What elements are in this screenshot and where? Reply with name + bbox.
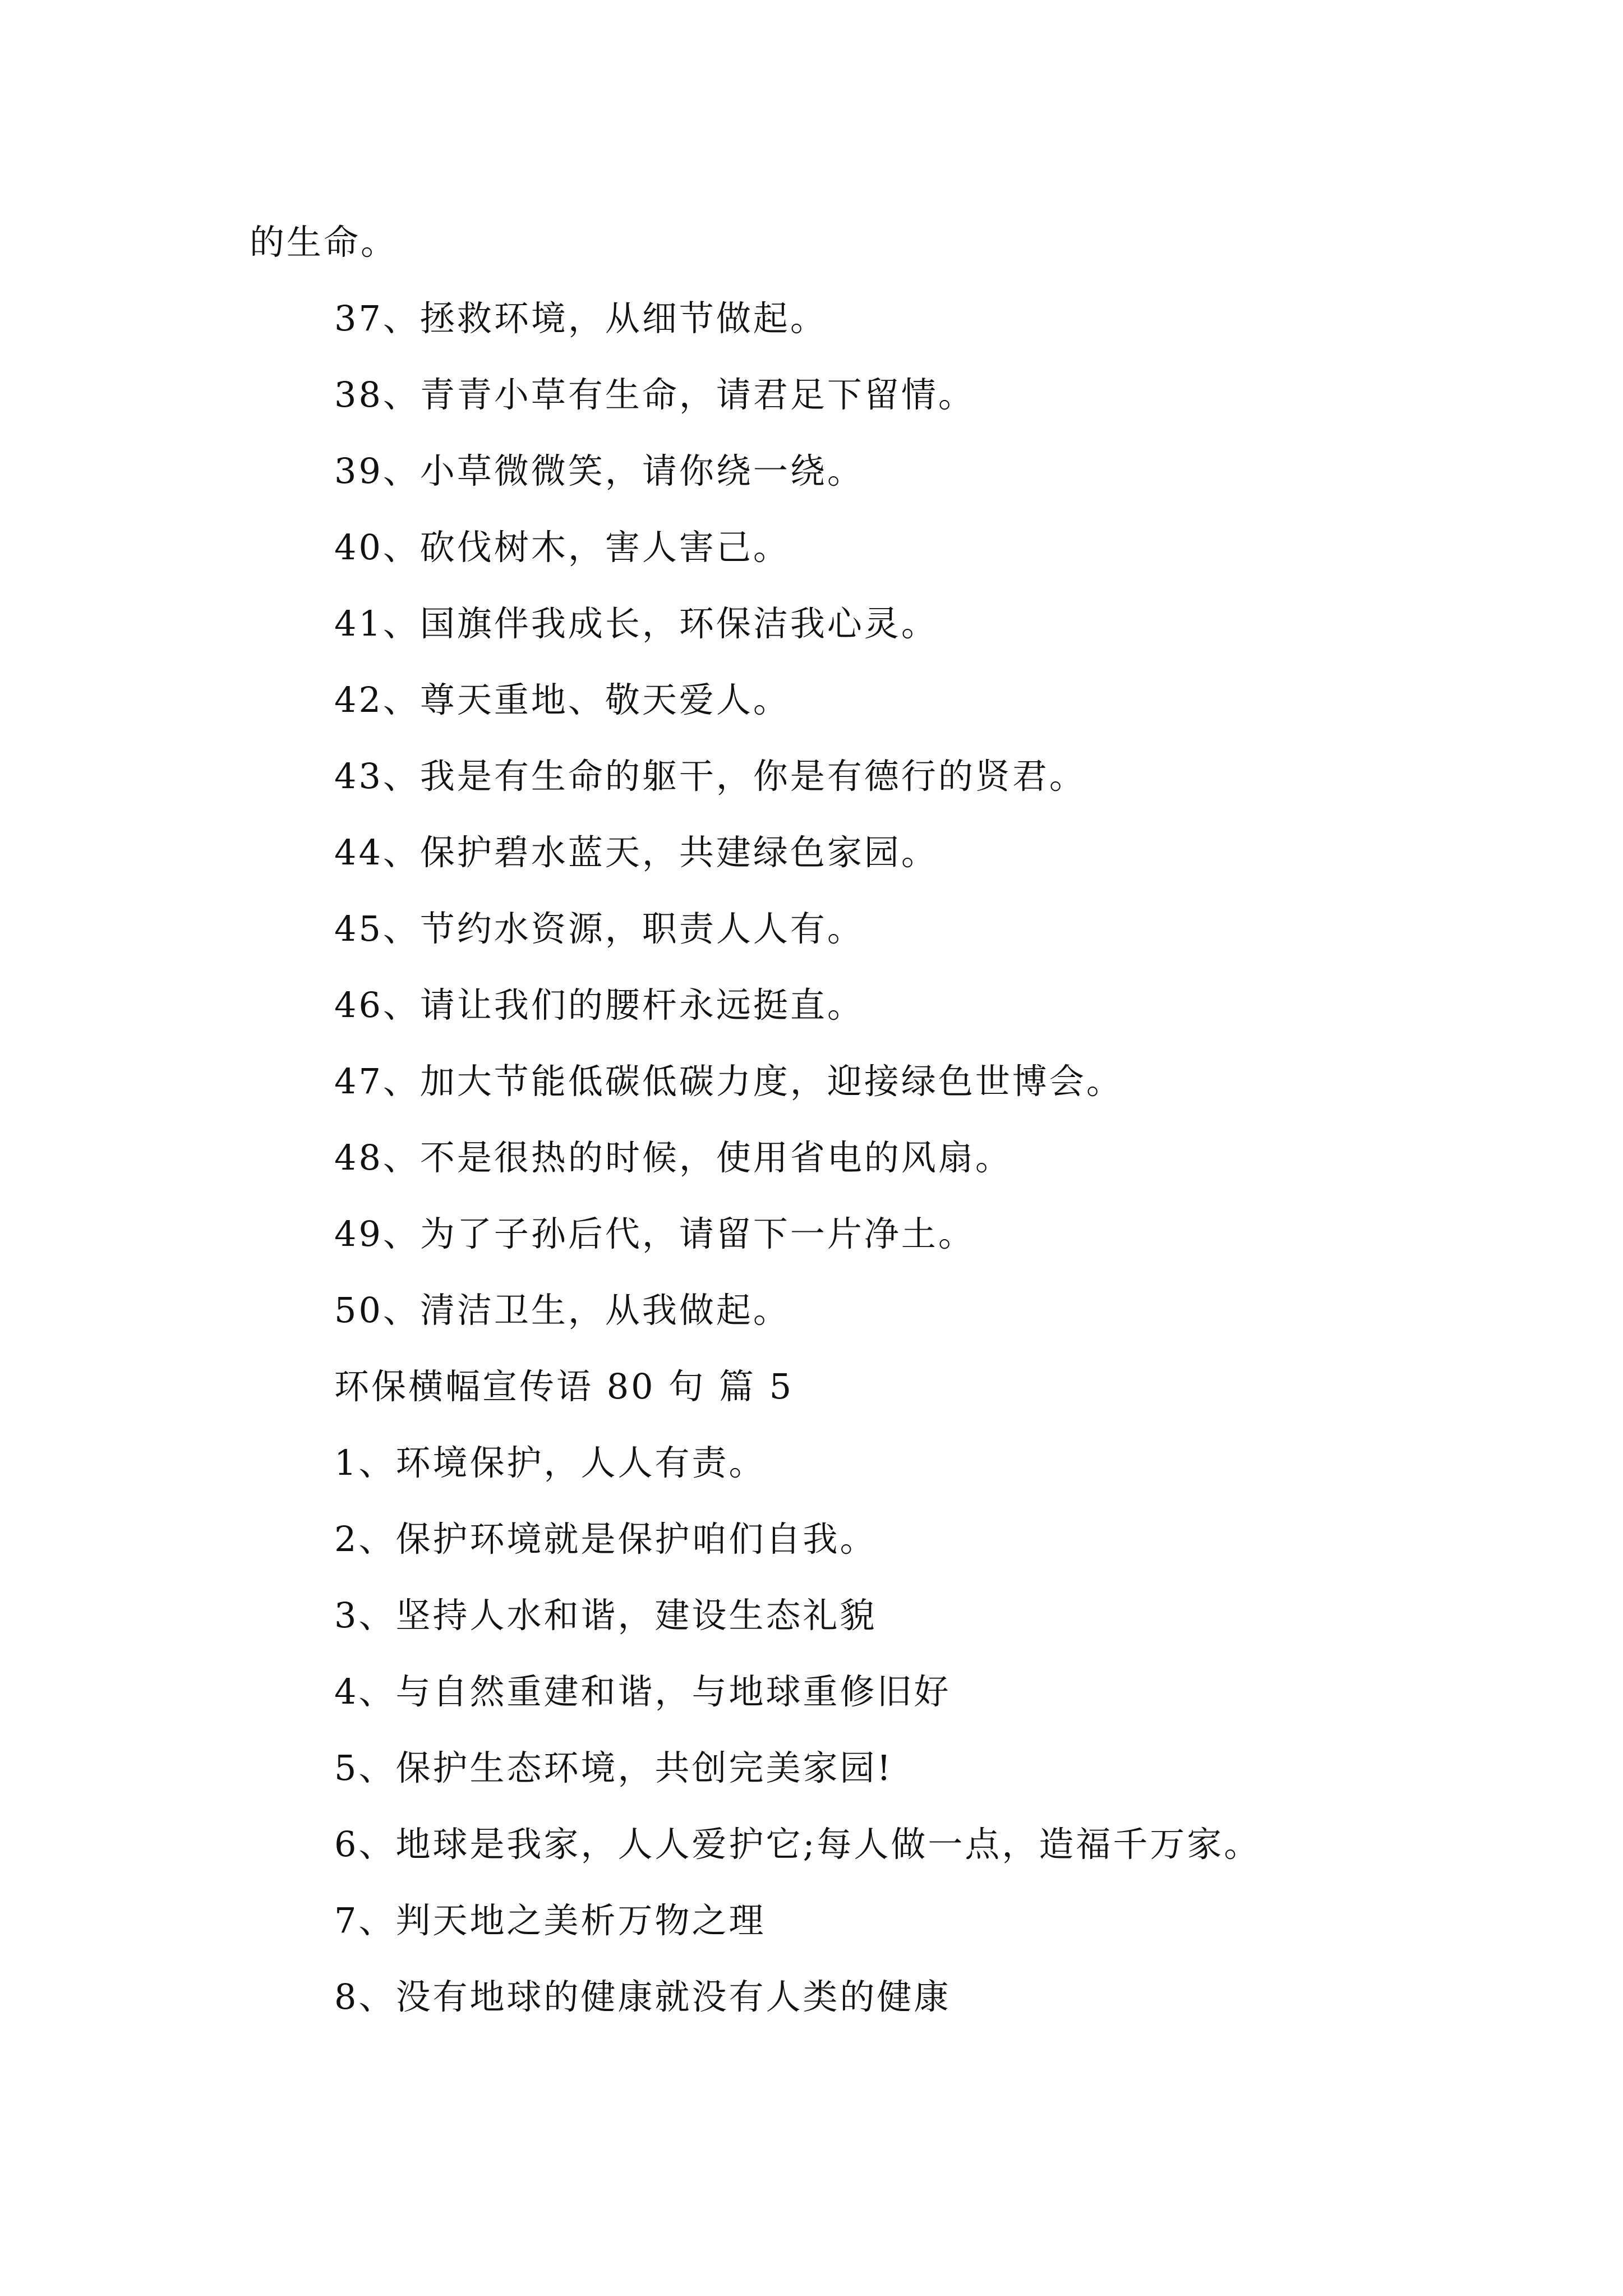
list-item: 40、砍伐树木，害人害己。 — [334, 527, 790, 568]
list-item: 45、节约水资源，职责人人有。 — [334, 908, 864, 949]
list-item: 38、青青小草有生命，请君足下留情。 — [334, 374, 975, 415]
list-item: 46、请让我们的腰杆永远挺直。 — [334, 984, 864, 1025]
continuation-text: 的生命。 — [250, 222, 398, 263]
list-item: 8、没有地球的健康就没有人类的健康 — [334, 1976, 951, 2017]
list-item: 48、不是很热的时候，使用省电的风扇。 — [334, 1137, 1012, 1178]
section-heading: 环保横幅宣传语 80 句 篇 5 — [334, 1366, 794, 1407]
list-item: 43、我是有生命的躯干，你是有德行的贤君。 — [334, 756, 1086, 797]
list-item: 5、保护生态环境，共创完美家园! — [334, 1747, 893, 1788]
list-item: 41、国旗伴我成长，环保洁我心灵。 — [334, 603, 938, 644]
list-item: 2、保护环境就是保护咱们自我。 — [334, 1519, 877, 1559]
list-item: 4、与自然重建和谐，与地球重修旧好 — [334, 1671, 951, 1712]
list-item: 37、拯救环境，从细节做起。 — [334, 298, 827, 339]
list-item: 1、环境保护，人人有责。 — [334, 1442, 766, 1483]
list-item: 44、保护碧水蓝天，共建绿色家园。 — [334, 832, 938, 873]
list-item: 50、清洁卫生，从我做起。 — [334, 1290, 790, 1331]
list-item: 3、坚持人水和谐，建设生态礼貌 — [334, 1595, 877, 1636]
list-item: 49、为了子孙后代，请留下一片净土。 — [334, 1213, 975, 1254]
list-item: 47、加大节能低碳低碳力度，迎接绿色世博会。 — [334, 1061, 1123, 1102]
list-item: 7、判天地之美析万物之理 — [334, 1900, 766, 1941]
list-item: 6、地球是我家，人人爱护它;每人做一点，造福千万家。 — [334, 1824, 1261, 1865]
list-item: 39、小草微微笑，请你绕一绕。 — [334, 450, 864, 491]
list-item: 42、尊天重地、敬天爱人。 — [334, 679, 790, 720]
